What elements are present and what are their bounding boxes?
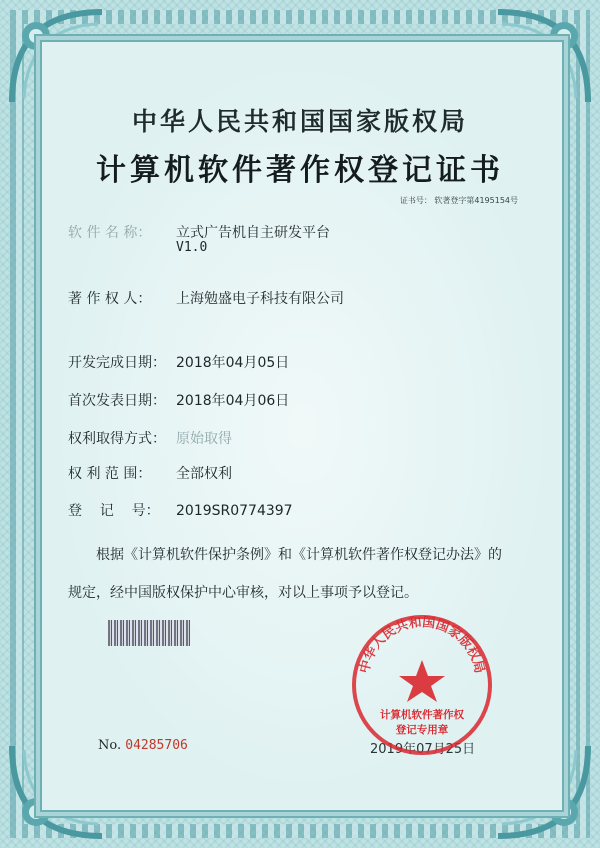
field-label: 著 作 权 人：	[68, 291, 152, 307]
certificate-title: 计算机软件著作权登记证书	[96, 153, 504, 188]
seal-center-line-2: 登记专用章	[395, 724, 449, 736]
field-registration-number	[68, 500, 293, 520]
field-value: 立式广告机自主研发平台	[176, 225, 330, 241]
field-copyright-owner	[68, 288, 344, 308]
field-label: 首次发表日期：	[68, 393, 166, 409]
field-label: 权 利 范 围：	[68, 466, 152, 482]
field-value: 上海勉盛电子科技有限公司	[176, 291, 344, 307]
security-barcode	[108, 620, 190, 646]
software-version: V1.0	[176, 240, 208, 255]
official-seal	[347, 610, 497, 760]
field-label: 权利取得方式：	[68, 431, 166, 447]
field-publish-date	[68, 390, 289, 410]
body-line-2: 规定，经中国版权保护中心审核，对以上事项予以登记。	[68, 585, 418, 601]
field-value: 2019SR0774397	[176, 503, 293, 519]
field-rights-scope	[68, 463, 232, 483]
field-value: 全部权利	[176, 466, 232, 482]
field-value: 2018年04月06日	[176, 393, 290, 409]
field-software-name	[68, 222, 330, 242]
body-line-1: 根据《计算机软件保护条例》和《计算机软件著作权登记办法》的	[96, 547, 502, 563]
serial-label: No.	[98, 738, 122, 753]
field-label: 开发完成日期：	[68, 355, 166, 371]
seal-star-icon	[399, 660, 445, 702]
issuer-title: 中华人民共和国国家版权局	[131, 107, 468, 136]
seal-ring-text: 中华人民共和国国家版权局	[357, 615, 487, 675]
field-label: 登 记 号：	[68, 503, 160, 519]
seal-center-line-1: 计算机软件著作权	[380, 709, 464, 721]
field-label: 软 件 名 称：	[68, 225, 152, 241]
field-completion-date	[68, 352, 289, 372]
field-value: 2018年04月05日	[176, 355, 290, 371]
issue-date: 2019年07月25日	[370, 742, 476, 757]
serial-number	[98, 738, 188, 753]
serial-value: 04285706	[125, 738, 188, 753]
field-value: 原始取得	[176, 431, 232, 447]
certificate-number: 证书号： 软著登字第4195154号	[399, 196, 518, 205]
field-acquisition-method	[68, 428, 232, 448]
